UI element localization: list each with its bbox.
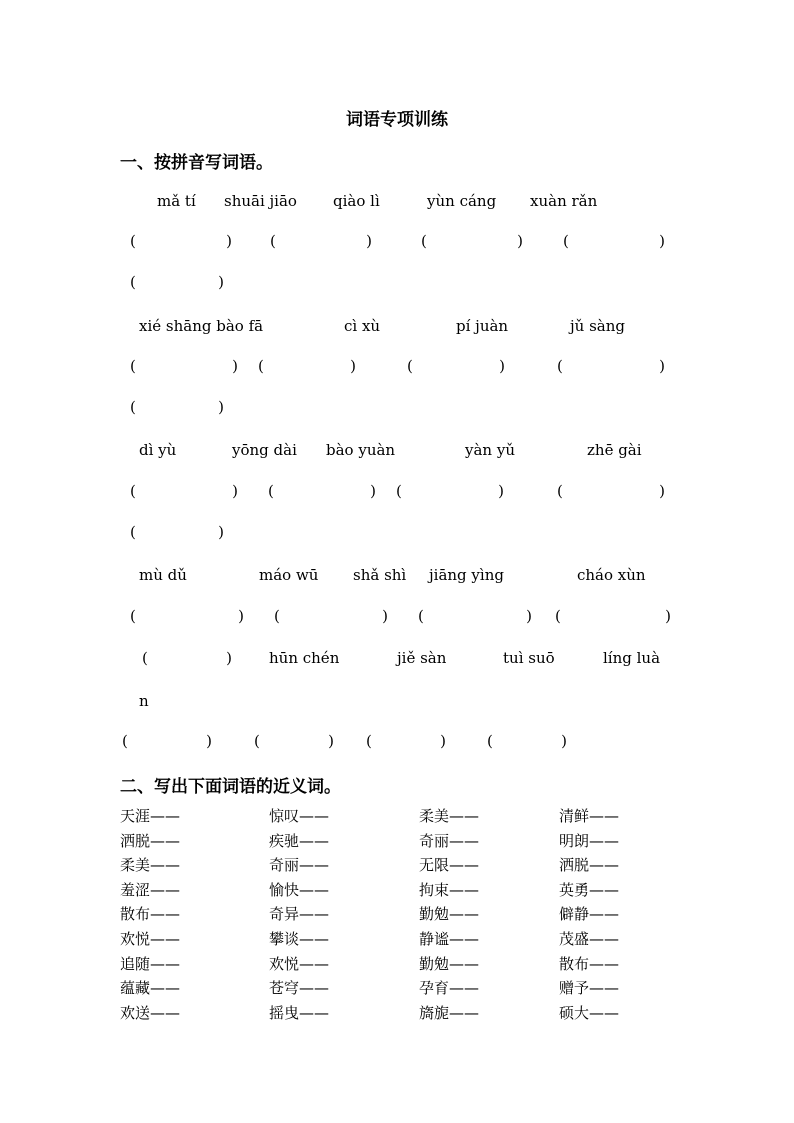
pinyin-row-3 [0, 441, 794, 465]
synonym-item[interactable]: 疾驰—— [269, 831, 330, 850]
answer-blank[interactable]: ( ) [142, 649, 232, 667]
synonym-item[interactable]: 茂盛—— [559, 930, 620, 948]
page-title: 词语专项训练 [346, 110, 448, 130]
section-2-heading: 二、写出下面词语的近义词。 [120, 777, 341, 797]
answer-blank[interactable]: ( ) [130, 482, 238, 500]
pinyin-word: xié shāng bào fā [139, 317, 264, 335]
answer-blank[interactable]: ( ) [366, 732, 446, 750]
synonym-item[interactable]: 散布—— [559, 954, 620, 973]
answer-blank[interactable]: ( ) [487, 732, 567, 750]
answer-blank[interactable]: ( ) [268, 482, 376, 500]
pinyin-word: qiào lì [333, 192, 380, 210]
pinyin-word: yàn yǔ [465, 441, 515, 459]
synonym-item[interactable]: 清鲜—— [559, 807, 620, 825]
synonym-item[interactable]: 奇丽—— [419, 831, 480, 850]
pinyin-word: bào yuàn [326, 441, 396, 459]
synonym-item[interactable]: 硕大—— [559, 1003, 620, 1022]
pinyin-word: hūn chén [269, 649, 340, 667]
synonym-item[interactable]: 赠予—— [559, 979, 620, 998]
pinyin-word: jiě sàn [397, 649, 447, 667]
synonym-item[interactable]: 愉快—— [269, 880, 330, 899]
synonym-item[interactable]: 欢悦—— [120, 930, 181, 948]
answer-blank[interactable]: ( ) [555, 607, 671, 625]
answer-blank[interactable]: ( ) [122, 732, 212, 750]
synonym-item[interactable]: 苍穹—— [269, 979, 330, 998]
synonym-item[interactable]: 洒脱—— [120, 831, 181, 850]
answer-blank[interactable]: ( ) [563, 232, 665, 250]
synonym-item[interactable]: 英勇—— [559, 880, 620, 899]
synonym-item[interactable]: 静谧—— [419, 930, 480, 948]
answer-blank[interactable]: ( ) [557, 357, 665, 375]
pinyin-word: yōng dài [232, 441, 297, 459]
section-1-heading: 一、按拼音写词语。 [120, 153, 273, 173]
synonym-item[interactable]: 羞涩—— [120, 880, 181, 899]
pinyin-row-1 [0, 192, 794, 216]
answer-blank[interactable]: ( ) [130, 357, 238, 375]
synonym-item[interactable]: 散布—— [120, 905, 181, 924]
synonym-item[interactable]: 孕育—— [419, 979, 480, 998]
answer-blank[interactable]: ( ) [258, 357, 356, 375]
answer-blank[interactable]: ( ) [130, 398, 224, 416]
synonym-item[interactable]: 柔美—— [120, 856, 181, 875]
synonym-item[interactable]: 摇曳—— [269, 1003, 330, 1022]
answer-blank[interactable]: ( ) [557, 482, 665, 500]
pinyin-word: mù dǔ [139, 566, 187, 584]
answer-blank[interactable]: ( ) [130, 232, 232, 250]
pinyin-word: cì xù [344, 317, 381, 335]
pinyin-word: máo wū [259, 566, 319, 584]
pinyin-row-2 [0, 317, 794, 341]
pinyin-word: pí juàn [456, 317, 509, 335]
synonym-item[interactable]: 蕴藏—— [120, 979, 181, 998]
synonym-item[interactable]: 拘束—— [419, 880, 480, 899]
pinyin-word: dì yù [139, 441, 177, 459]
pinyin-word: líng luà [603, 649, 661, 667]
synonym-item[interactable]: 欢悦—— [269, 954, 330, 973]
synonym-item[interactable]: 柔美—— [419, 807, 480, 825]
answer-blank[interactable]: ( ) [130, 607, 244, 625]
pinyin-word: mǎ tí [157, 192, 196, 210]
pinyin-word: cháo xùn [577, 566, 646, 584]
synonym-item[interactable]: 洒脱—— [559, 856, 620, 875]
pinyin-word: tuì suō [503, 649, 555, 667]
pinyin-row-5-wrap [0, 692, 794, 716]
pinyin-word: shuāi jiāo [224, 192, 297, 210]
synonym-item[interactable]: 旖旎—— [419, 1003, 480, 1022]
answer-blank[interactable]: ( ) [421, 232, 523, 250]
synonym-item[interactable]: 奇异—— [269, 905, 330, 924]
pinyin-word: xuàn rǎn [530, 192, 598, 210]
pinyin-word: jiāng yìng [429, 566, 504, 584]
answer-blank[interactable]: ( ) [130, 523, 224, 541]
pinyin-word: zhē gài [587, 441, 642, 459]
synonym-item[interactable]: 僻静—— [559, 905, 620, 924]
answer-blank[interactable]: ( ) [396, 482, 504, 500]
pinyin-row-4 [0, 566, 794, 590]
synonym-item[interactable]: 欢送—— [120, 1003, 181, 1022]
pinyin-word: jǔ sàng [570, 317, 625, 335]
synonym-item[interactable]: 天涯—— [120, 807, 181, 825]
answer-blank[interactable]: ( ) [274, 607, 388, 625]
answer-blank[interactable]: ( ) [270, 232, 372, 250]
answer-blank[interactable]: ( ) [254, 732, 334, 750]
answer-blank[interactable]: ( ) [418, 607, 532, 625]
answer-blank[interactable]: ( ) [130, 273, 224, 291]
synonym-item[interactable]: 无限—— [419, 856, 480, 875]
synonym-item[interactable]: 追随—— [120, 954, 181, 973]
pinyin-row-5 [0, 649, 794, 673]
answer-blank[interactable]: ( ) [407, 357, 505, 375]
pinyin-word: shǎ shì [353, 566, 407, 584]
pinyin-word: yùn cáng [427, 192, 497, 210]
pinyin-word: n [139, 692, 149, 710]
synonym-item[interactable]: 奇丽—— [269, 856, 330, 875]
synonym-item[interactable]: 明朗—— [559, 831, 620, 850]
synonym-item[interactable]: 勤勉—— [419, 954, 480, 973]
synonym-item[interactable]: 惊叹—— [269, 807, 330, 825]
synonym-item[interactable]: 勤勉—— [419, 905, 480, 924]
synonym-item[interactable]: 攀谈—— [269, 930, 330, 948]
